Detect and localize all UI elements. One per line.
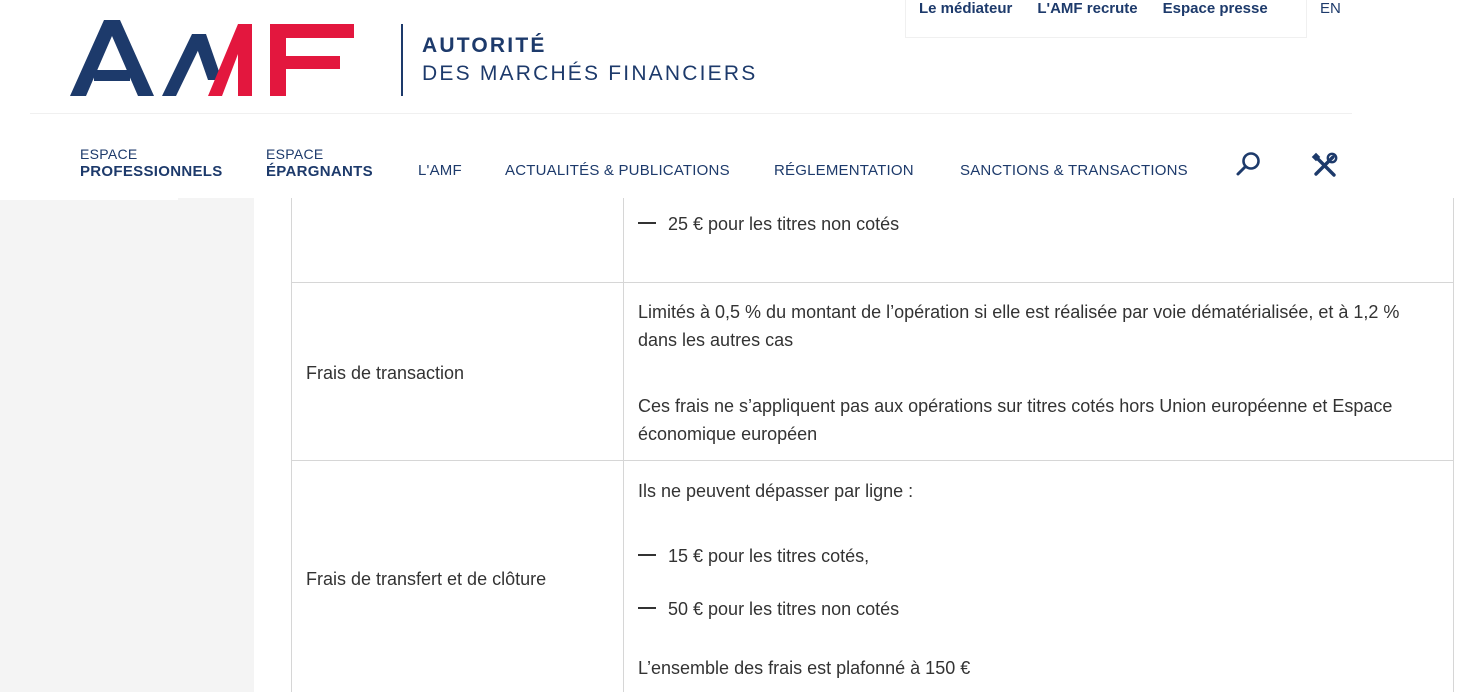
dash-bullet-icon	[638, 222, 656, 224]
sidebar-cap	[0, 196, 178, 200]
nav-espace-epargnants[interactable]	[266, 146, 373, 180]
list-item-text: 25 € pour les titres non cotés	[668, 214, 900, 234]
row-text-transfert-intro: Ils ne peuvent dépasser par ligne :	[638, 481, 914, 501]
org-name-line2: DES MARCHÉS FINANCIERS	[422, 62, 758, 85]
nav-amf[interactable]: L'AMF	[418, 162, 462, 179]
nav-sanctions-transactions[interactable]: SANCTIONS & TRANSACTIONS	[960, 162, 1188, 179]
nav-espace-professionnels[interactable]	[80, 146, 223, 180]
nav-reglementation[interactable]: RÉGLEMENTATION	[774, 162, 914, 179]
main-nav	[0, 140, 1469, 190]
row-divider	[292, 460, 1453, 461]
column-divider	[623, 198, 624, 692]
org-name	[422, 33, 757, 89]
org-name-line1: AUTORITÉ	[422, 34, 547, 57]
list-item-text: 15 € pour les titres cotés,	[668, 546, 870, 566]
row-text-transaction-p2: Ces frais ne s’appliquent pas aux opérations sur titres cotés hors Union européenne et Espace économique européen	[638, 396, 1393, 444]
top-links-bar	[905, 0, 1307, 38]
list-item	[638, 210, 899, 238]
tools-icon[interactable]	[1311, 152, 1341, 182]
amf-logo[interactable]	[70, 20, 360, 98]
list-item-text: 50 € pour les titres non cotés	[668, 599, 900, 619]
left-sidebar	[0, 198, 254, 692]
nav-actualites-publications[interactable]: ACTUALITÉS & PUBLICATIONS	[505, 162, 730, 179]
nav-espace-epargnants-small: ESPACE	[266, 146, 324, 162]
language-switch[interactable]: EN	[1320, 0, 1341, 17]
fees-table	[291, 198, 1454, 692]
search-icon[interactable]	[1234, 150, 1264, 180]
row-divider	[292, 282, 1453, 283]
list-item	[638, 542, 869, 570]
row-text-transaction-p1: Limités à 0,5 % du montant de l’opération si elle est réalisée par voie dématérialisée, et à 1,2 % dans les autres cas	[638, 302, 1400, 350]
top-link-recrute[interactable]: L'AMF recrute	[1037, 0, 1138, 17]
row-label-frais-transaction: Frais de transaction	[306, 363, 465, 383]
row-label-frais-transfert-cloture: Frais de transfert et de clôture	[306, 569, 547, 589]
logo-divider	[401, 24, 403, 96]
nav-espace-epargnants-big: ÉPARGNANTS	[266, 163, 373, 180]
nav-espace-professionnels-small: ESPACE	[80, 146, 138, 162]
top-link-mediateur[interactable]: Le médiateur	[919, 0, 1013, 17]
row-text-transfert-outro: L’ensemble des frais est plafonné à 150 €	[638, 658, 971, 678]
header-separator	[30, 113, 1352, 114]
amf-logo-mark	[70, 20, 360, 98]
list-item	[638, 595, 899, 623]
dash-bullet-icon	[638, 554, 656, 556]
dash-bullet-icon	[638, 607, 656, 609]
nav-espace-professionnels-big: PROFESSIONNELS	[80, 163, 223, 180]
top-link-presse[interactable]: Espace presse	[1162, 0, 1268, 17]
site-header	[0, 0, 1469, 198]
